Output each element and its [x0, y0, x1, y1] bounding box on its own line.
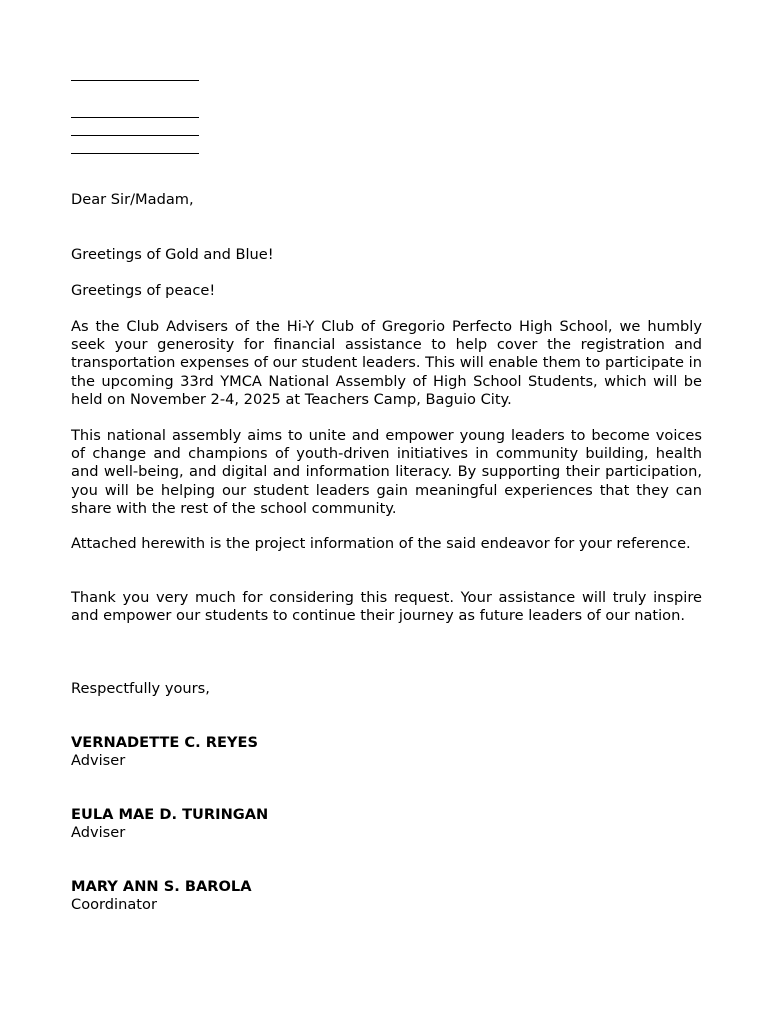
- date-blank-line: [71, 80, 199, 81]
- recipient-position-blank-line: [71, 135, 199, 136]
- salutation: Dear Sir/Madam,: [71, 191, 194, 208]
- body-paragraph-request: As the Club Advisers of the Hi-Y Club of Gregorio Perfecto High School, we humbly seek your generosity for financial assistance to help cover the registration and transportation expenses of our student leaders. This will enable them to participate in the upcoming 33rd YMCA National Assembly of High School Students, which will be held on November 2-4, 2025 at Teachers Camp, Baguio City.: [71, 318, 702, 408]
- signatory-name: MARY ANN S. BAROLA: [71, 878, 252, 895]
- greeting-peace: Greetings of peace!: [71, 282, 216, 299]
- body-paragraph-attachment: Attached herewith is the project information of the said endeavor for your reference.: [71, 535, 691, 552]
- body-paragraph-thanks: Thank you very much for considering this request. Your assistance will truly inspire and empower our students to continue their journey as future leaders of our nation.: [71, 589, 702, 625]
- signatory-title: Coordinator: [71, 896, 157, 914]
- greeting-gold-blue: Greetings of Gold and Blue!: [71, 246, 274, 263]
- signatory-block: [71, 878, 702, 914]
- recipient-name-blank-line: [71, 117, 199, 118]
- signatory-block: [71, 806, 702, 842]
- recipient-address-blank-line: [71, 153, 199, 154]
- signatory-title: Adviser: [71, 824, 126, 842]
- signatory-name: VERNADETTE C. REYES: [71, 734, 258, 751]
- signatory-block: [71, 734, 702, 770]
- signatory-title: Adviser: [71, 752, 126, 770]
- closing: Respectfully yours,: [71, 680, 210, 697]
- signatory-name: EULA MAE D. TURINGAN: [71, 806, 269, 823]
- body-paragraph-assembly: This national assembly aims to unite and empower young leaders to become voices of change and champions of youth-driven initiatives in community building, health and well-being, and digital and information literacy. By supporting their participation, you will be helping our student leaders gain meaningful experiences that they can share with the rest of the school community.: [71, 427, 702, 517]
